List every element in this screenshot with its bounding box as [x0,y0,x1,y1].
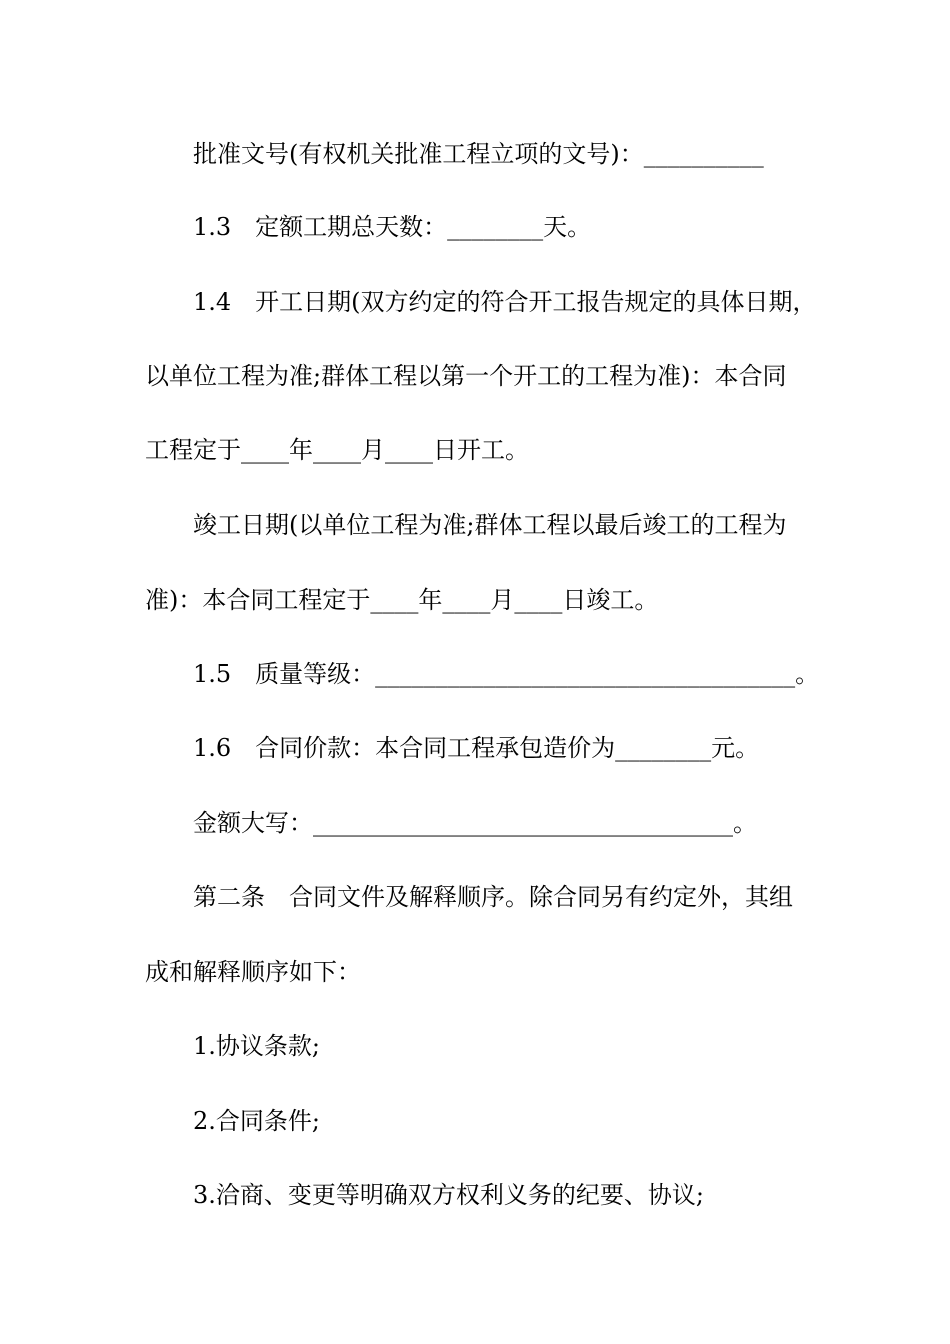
amount-in-words-line: 金额大写：___________________________________。 [193,809,757,837]
start-date-line: 工程定于____年____月____日开工。 [145,436,529,464]
clause-1-4-line: 1.4 开工日期(双方约定的符合开工报告规定的具体日期， [193,288,817,316]
clause-1-3-line: 1.3 定额工期总天数：________天。 [193,213,592,241]
clause-1-5-line: 1.5 质量等级：___________________________________。 [193,660,820,688]
list-item-3: 3.洽商、变更等明确双方权利义务的纪要、协议; [193,1181,704,1209]
article-2-line: 第二条 合同文件及解释顺序。除合同另有约定外，其组 [193,883,793,911]
approval-number-line: 批准文号(有权机关批准工程立项的文号)：__________ [193,140,764,168]
article-2-continuation-line: 成和解释顺序如下： [145,958,361,986]
clause-1-6-line: 1.6 合同价款：本合同工程承包造价为________元。 [193,734,760,762]
list-item-1: 1.协议条款; [193,1032,320,1060]
completion-date-line: 竣工日期(以单位工程为准;群体工程以最后竣工的工程为 [193,511,787,539]
clause-1-4-continuation-line: 以单位工程为准;群体工程以第一个开工的工程为准)：本合同 [145,362,787,390]
list-item-2: 2.合同条件; [193,1107,320,1135]
completion-date-continuation-line: 准)：本合同工程定于____年____月____日竣工。 [145,586,659,614]
